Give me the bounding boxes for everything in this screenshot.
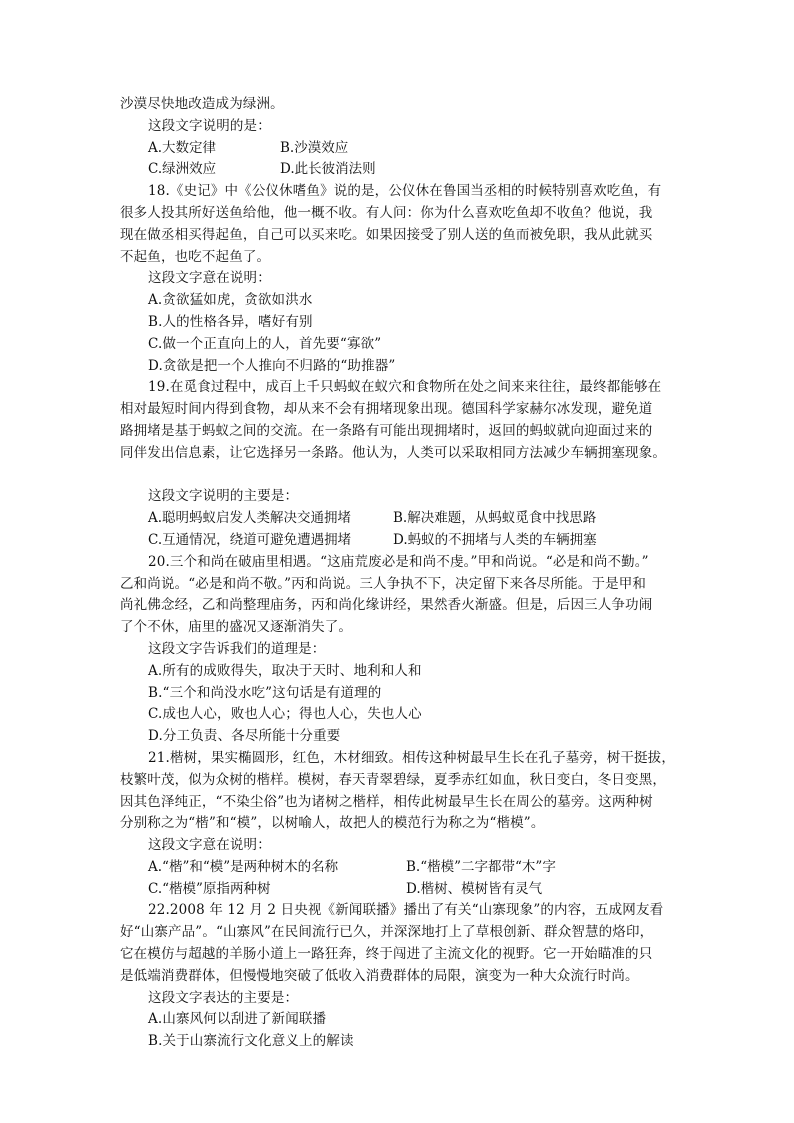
q17-option-a[interactable]: A.大数定律 <box>148 139 217 156</box>
q22-stem-line: 它在模仿与超越的羊肠小道上一路狂奔，终于闯进了主流文化的视野。它一开始瞄准的只 <box>120 946 653 963</box>
q19-stem-line: 19.在觅食过程中，成百上千只蚂蚁在蚁穴和食物所在处之间来来往往，最终都能够在 <box>148 379 662 396</box>
q22-option-b[interactable]: B.关于山寨流行文化意义上的解读 <box>148 1033 354 1050</box>
q18-option-a[interactable]: A.贪欲猛如虎，贪欲如洪水 <box>148 292 313 309</box>
q19-option-a[interactable]: A.聪明蚂蚁启发人类解决交通拥堵 <box>148 510 352 527</box>
q21-option-d[interactable]: D.楷树、模树皆有灵气 <box>406 880 543 897</box>
q19-options-row1 <box>120 508 680 530</box>
q20-option-a[interactable]: A.所有的成败得失，取决于天时、地利和人和 <box>148 662 422 679</box>
q21-stem-line: 因其色泽纯正，“不染尘俗”也为诸树之楷样，相传此树最早生长在周公的墓旁。这两种树 <box>120 793 653 810</box>
q18-option-d[interactable]: D.贪欲是把一个人推向不归路的“助推器” <box>148 357 396 374</box>
q19-stem-line: 相对最短时间内得到食物，却从来不会有拥堵现象出现。德国科学家赫尔冰发现，避免道 <box>120 401 653 418</box>
q20-stem-line: 尚礼佛念经，乙和尚整理庙务，丙和尚化缘讲经，果然香火渐盛。但是，后因三人争功闹 <box>120 597 653 614</box>
blank-line <box>120 465 680 487</box>
q20-stem-line: 20.三个和尚在破庙里相遇。“这庙荒废必是和尚不虔。”甲和尚说。“必是和尚不勤。” <box>148 553 649 570</box>
q17-options-row1 <box>120 138 680 160</box>
q21-stem-line: 枝繁叶茂，似为众树的楷样。模树，春天青翠碧绿，夏季赤红如血，秋日变白，冬日变黑， <box>120 771 666 788</box>
document-body <box>120 94 680 1053</box>
q19-option-b[interactable]: B.解决难题，从蚂蚁觅食中找思路 <box>393 510 597 527</box>
q19-stem-line: 同伴发出信息素，让它选择另一条路。他认为，人类可以采取相同方法减少车辆拥塞现象。 <box>120 444 666 461</box>
q20-prompt: 这段文字告诉我们的道理是： <box>148 640 326 657</box>
q18-stem-line: 18.《史记》中《公仪休嗜鱼》说的是，公仪休在鲁国当丞相的时候特别喜欢吃鱼，有 <box>148 183 662 200</box>
q21-stem-line: 21.楷树，果实椭圆形，红色，木材细致。相传这种树最早生长在孔子墓旁，树干挺拔， <box>148 749 675 766</box>
q22-stem-line: 是低端消费群体，但慢慢地突破了低收入消费群体的局限，演变为一种大众流行时尚。 <box>120 967 639 984</box>
q20-option-b[interactable]: B.“三个和尚没水吃”这句话是有道理的 <box>148 684 382 701</box>
q17-prompt: 这段文字说明的是： <box>148 117 271 134</box>
q17-stem-tail: 沙漠尽快地改造成为绿洲。 <box>120 96 284 112</box>
q17-option-c[interactable]: C.绿洲效应 <box>148 161 217 178</box>
q21-option-c[interactable]: C.“楷模”原指两种树 <box>148 880 271 897</box>
q18-stem-line: 现在做丞相买得起鱼，自己可以买来吃。如果因接受了别人送的鱼而被免职，我从此就买 <box>120 226 653 243</box>
q22-stem-line: 好“山寨产品”。“山寨风”在民间流行已久，并深深地打上了草根创新、群众智慧的烙印， <box>120 924 654 941</box>
q17-options-row2 <box>120 159 680 181</box>
q21-option-a[interactable]: A.“楷”和“模”是两种树木的名称 <box>148 858 339 875</box>
q20-option-c[interactable]: C.成也人心，败也人心；得也人心，失也人心 <box>148 706 422 723</box>
q21-prompt: 这段文字意在说明： <box>148 837 271 854</box>
q22-option-a[interactable]: A.山寨风何以刮进了新闻联播 <box>148 1011 327 1028</box>
q21-options-row1 <box>120 857 680 879</box>
q18-stem-line: 很多人投其所好送鱼给他，他一概不收。有人问：你为什么喜欢吃鱼却不收鱼？他说，我 <box>120 204 653 221</box>
q22-prompt: 这段文字表达的主要是： <box>148 989 299 1006</box>
q21-options-row2 <box>120 879 680 901</box>
q20-stem-line: 了个不休，庙里的盛况又逐渐消失了。 <box>120 619 353 636</box>
q20-stem-line: 乙和尚说。“必是和尚不敬。”丙和尚说。三人争执不下，决定留下来各尽所能。于是甲和 <box>120 575 647 592</box>
q18-stem-line: 不起鱼，也吃不起鱼了。 <box>120 248 271 265</box>
q19-stem-line: 路拥堵是基于蚂蚁之间的交流。在一条路有可能出现拥堵时，返回的蚂蚁就向迎面过来的 <box>120 422 653 439</box>
q17-option-b[interactable]: B.沙漠效应 <box>280 139 349 156</box>
q22-stem-line: 22.2008 年 12 月 2 日央视《新闻联播》播出了有关“山寨现象”的内容，五成网友看 <box>148 902 664 919</box>
q17-option-d[interactable]: D.此长彼消法则 <box>280 161 376 178</box>
q18-option-b[interactable]: B.人的性格各异，嗜好有别 <box>148 313 313 330</box>
q19-options-row2 <box>120 530 680 552</box>
q18-prompt: 这段文字意在说明： <box>148 270 271 287</box>
q21-stem-line: 分别称之为“楷”和“模”，以树喻人，故把人的模范行为称之为“楷模”。 <box>120 815 545 832</box>
q19-prompt: 这段文字说明的主要是： <box>148 488 299 505</box>
q21-option-b[interactable]: B.“楷模”二字都带“木”字 <box>406 858 556 875</box>
q19-option-d[interactable]: D.蚂蚁的不拥堵与人类的车辆拥塞 <box>393 531 597 548</box>
q20-option-d[interactable]: D.分工负责、各尽所能十分重要 <box>148 728 341 745</box>
q18-option-c[interactable]: C.做一个正直向上的人，首先要“寡欲” <box>148 335 382 352</box>
q19-option-c[interactable]: C.互通情况，绕道可避免遭遇拥堵 <box>148 531 352 548</box>
